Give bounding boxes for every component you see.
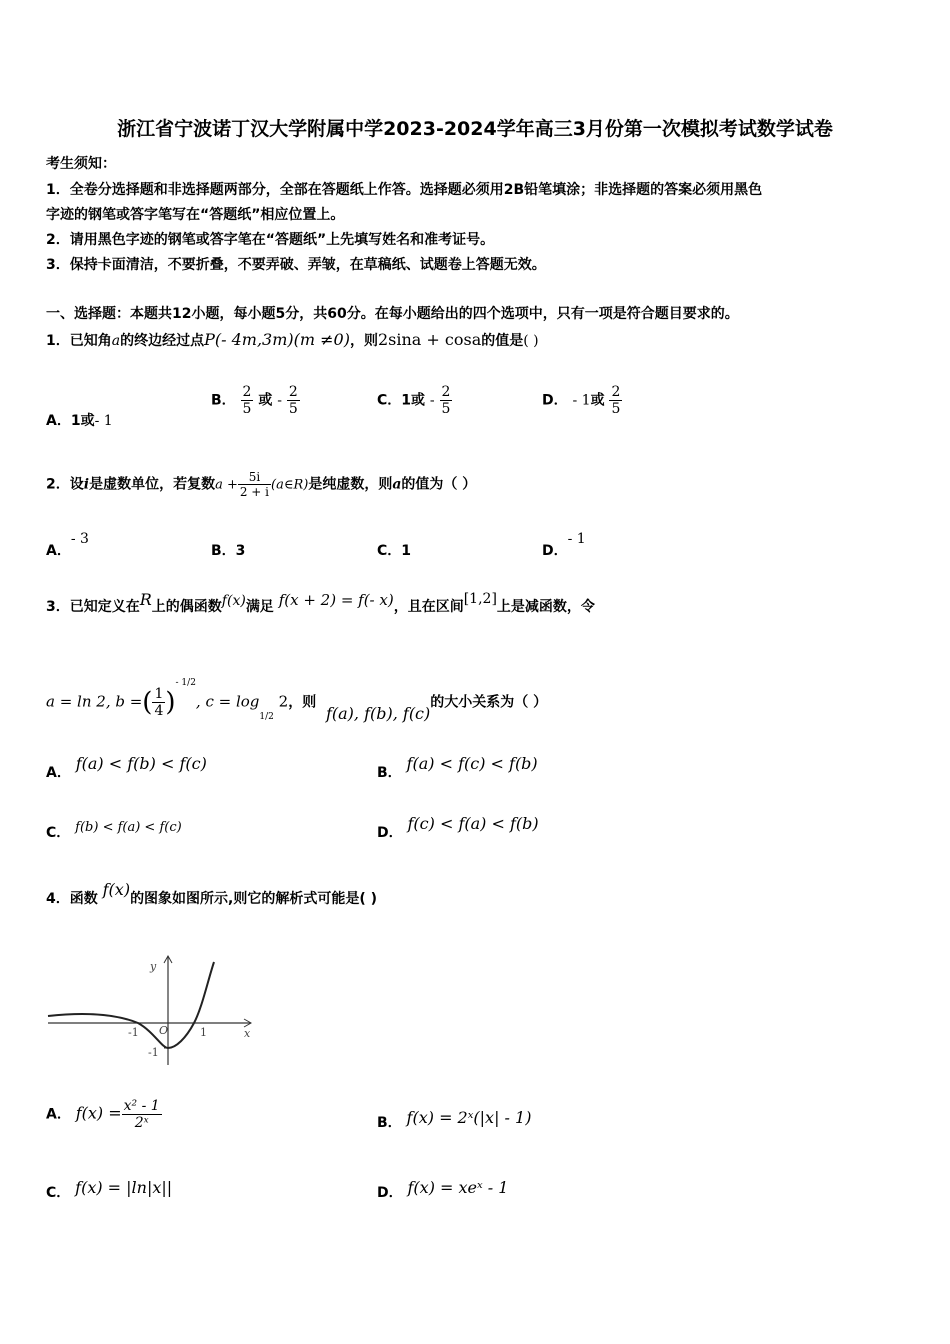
graph-neg1-y-label: -1	[148, 1046, 159, 1059]
q1-paren: ( )	[523, 333, 539, 349]
q1-point: P(- 4m,3m)(m ≠0)	[204, 330, 350, 349]
q1-prefix: 1．已知角	[46, 333, 112, 349]
q4-option-d-label: D．	[377, 1185, 403, 1201]
q3-mid3: ，且在区间	[393, 599, 464, 615]
notice-item-3: 3．保持卡面清洁，不要折叠，不要弄破、弄皱，在草稿纸、试题卷上答题无效。	[46, 257, 546, 273]
q4-function-graph	[46, 950, 266, 1070]
q1-then: ，则	[349, 333, 378, 349]
q3-option-d-expr: f(c) < f(a) < f(b)	[407, 814, 539, 833]
q3-def-c: , c = log	[195, 692, 260, 711]
notice-item-1-line-2: 字迹的钢笔或答字笔写在“答题纸”相应位置上。	[46, 207, 345, 223]
q4-option-a[interactable]	[46, 1098, 162, 1131]
q4-option-b-expr: f(x) = 2ˣ(|x| - 1)	[406, 1108, 532, 1127]
q2-frac: $\frac{5i}{2 + i}$	[239, 470, 270, 499]
q4-fx: f(x)	[102, 880, 131, 899]
q4-option-a-frac: $\frac{\text{x² - 1}}{\text{2ˣ}}$	[123, 1098, 160, 1131]
q4-option-d-expr: f(x) = xeˣ - 1	[407, 1178, 509, 1197]
q3-suffix: 的大小关系为（ ）	[430, 694, 548, 711]
question-1	[46, 330, 539, 350]
q4-option-c-expr: f(x) = |ln|x||	[75, 1178, 173, 1197]
q1-option-c-frac: $\frac{2}{5}$	[441, 384, 451, 417]
q3-log-arg: 2	[273, 692, 289, 711]
q2-option-a-label: A．	[46, 543, 71, 559]
q3-option-c-label: C．	[46, 825, 71, 841]
q3-interval: [1,2]	[463, 591, 497, 607]
q2-option-a-value: - 3	[70, 531, 89, 547]
q3-definitions: a = ln 2, b =( $\frac{1}{4}$ )$^{- 1/2}$, $c = \log_{1/2} 2$，则 f(a), f(b), f(c)的大小关系为（ ）	[46, 677, 548, 723]
q1-option-b-neg: -	[277, 392, 282, 409]
q3-quarter: $\frac{1}{4}$	[154, 686, 164, 719]
q3-fx: f(x)	[221, 593, 246, 609]
q3-option-d-label: D．	[377, 825, 403, 841]
q1-option-d[interactable]	[542, 384, 622, 417]
question-2	[46, 470, 476, 499]
q1-option-c-neg: -	[429, 392, 435, 409]
q2-prefix: 2．设	[46, 476, 84, 493]
q2-i: i	[83, 476, 90, 493]
q2-option-c[interactable]: C．1	[377, 543, 412, 559]
q1-option-a-label: A．1或	[46, 413, 95, 429]
q2-mid: 是虚数单位，若复数	[89, 476, 216, 493]
graph-neg1-x-label: -1	[128, 1026, 139, 1039]
q1-option-a[interactable]	[46, 410, 113, 430]
q4-prefix: 4．函数	[46, 891, 98, 907]
graph-y-label: y	[150, 960, 157, 973]
q2-option-d[interactable]	[542, 531, 586, 560]
q1-option-b-or: 或	[258, 392, 273, 409]
notice-item-2: 2．请用黑色字迹的钢笔或答字笔在“答题纸”上先填写姓名和准考证号。	[46, 232, 495, 248]
q4-option-d[interactable]	[377, 1178, 509, 1202]
q4-option-a-label: A．	[46, 1106, 71, 1123]
q1-mid: 的终边经过点	[120, 333, 205, 349]
q4-option-a-lhs: f(x) =	[75, 1103, 122, 1123]
q3-option-c-expr: f(b) < f(a) < f(c)	[75, 820, 182, 835]
q4-option-b-label: B．	[377, 1115, 402, 1131]
q1-option-d-or: 或	[590, 392, 605, 409]
q3-option-c[interactable]	[46, 822, 182, 842]
q4-suffix: 的图象如图所示,则它的解析式可能是( )	[130, 891, 378, 907]
q1-option-a-value: - 1	[94, 413, 113, 429]
q2-a2: a	[392, 476, 402, 493]
q2-cond: (a∈R)	[271, 477, 309, 493]
q3-option-b-label: B．	[377, 765, 402, 781]
q4-option-b[interactable]	[377, 1108, 532, 1132]
q3-vals: f(a), f(b), f(c)	[325, 703, 431, 723]
q3-option-a-expr: f(a) < f(b) < f(c)	[75, 754, 207, 773]
q1-option-b-label: B．	[211, 392, 236, 409]
q4-option-c-label: C．	[46, 1185, 71, 1201]
q3-mid1: 上的偶函数	[151, 599, 222, 615]
notice-heading: 考生须知：	[46, 156, 116, 172]
q2-option-d-label: D．	[542, 543, 568, 559]
question-4	[46, 880, 378, 908]
q3-def-a: a = ln 2, b =	[46, 692, 143, 711]
graph-origin-label: O	[159, 1024, 169, 1037]
q2-option-a[interactable]	[46, 531, 89, 560]
q3-R: R	[139, 590, 152, 609]
q1-suffix: 的值是	[481, 333, 524, 349]
q1-option-d-frac: $\frac{2}{5}$	[611, 384, 621, 417]
q2-option-d-value: - 1	[567, 531, 586, 547]
q3-prefix: 3．已知定义在	[46, 599, 140, 615]
q1-option-c[interactable]	[377, 384, 452, 417]
section-heading: 一、选择题：本题共12小题，每小题5分，共60分。在每小题给出的四个选项中，只有一项是符合题目要求的。	[46, 306, 739, 322]
q2-option-b[interactable]: B．3	[211, 543, 246, 559]
q1-option-b[interactable]	[211, 384, 300, 417]
q1-option-b-frac1: $\frac{2}{5}$	[242, 384, 252, 417]
q1-option-c-label: C．1或	[377, 392, 426, 409]
q3-option-b-expr: f(a) < f(c) < f(b)	[406, 754, 538, 773]
q3-option-d[interactable]	[377, 814, 539, 842]
q4-option-c[interactable]	[46, 1178, 173, 1202]
q1-option-b-frac2: $\frac{2}{5}$	[288, 384, 298, 417]
page-title: 浙江省宁波诺丁汉大学附属中学2023-2024学年高三3月份第一次模拟考试数学试卷	[117, 118, 833, 140]
question-3	[46, 590, 595, 616]
q3-cond: f(x + 2) = f(- x)	[278, 591, 394, 609]
q3-exp: - 1/2	[175, 677, 196, 688]
q2-suffix: 是纯虚数，则	[308, 476, 393, 493]
q3-log-base: 1/2	[259, 711, 274, 722]
q3-option-a[interactable]	[46, 754, 207, 782]
q3-then: ，则	[288, 694, 317, 711]
graph-x-label: x	[244, 1027, 251, 1040]
q2-end: 的值为（ ）	[401, 476, 477, 493]
graph-pos1-x-label: 1	[200, 1026, 207, 1039]
q1-option-d-label: D．	[542, 392, 568, 409]
q3-mid2: 满足	[245, 599, 274, 615]
q1-var: a	[111, 333, 121, 349]
q3-mid4: 上是减函数，令	[496, 599, 595, 615]
q3-option-a-label: A．	[46, 765, 71, 781]
q1-option-d-value: - 1	[572, 392, 591, 409]
notice-item-1-line-1: 1．全卷分选择题和非选择题两部分，全部在答题纸上作答。选择题必须用2B铅笔填涂；非选择题的答案必须用黑色	[46, 182, 763, 198]
q1-expr: 2sina + cosa	[377, 330, 482, 349]
q3-option-b[interactable]	[377, 754, 538, 782]
q2-a: a +	[215, 477, 238, 493]
